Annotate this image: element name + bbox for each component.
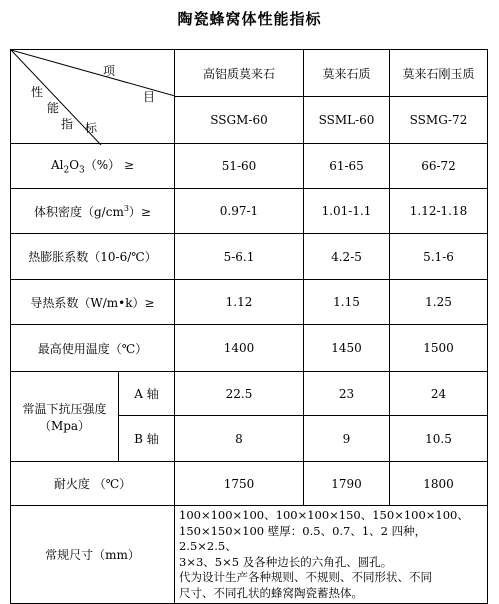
code-1: SSGM-60	[175, 97, 304, 144]
col-header-3: 莫来石刚玉质	[390, 50, 488, 97]
cell-density-1: 0.97-1	[175, 189, 304, 234]
col-header-1: 高铝质莫来石	[175, 50, 304, 97]
row-label-conductivity: 导热系数（W/m•k）≥	[11, 280, 175, 325]
diag-label-xing: 性	[31, 85, 44, 99]
cell-al2o3-1: 51-60	[175, 144, 304, 189]
cell-expansion-3: 5.1-6	[390, 234, 488, 280]
cell-strength-a-3: 24	[390, 372, 488, 416]
cell-refractoriness-1: 1750	[175, 462, 304, 506]
diagonal-header-cell	[11, 50, 175, 144]
diag-label-neng: 能	[47, 101, 60, 115]
cell-max-temp-3: 1500	[390, 325, 488, 372]
sizes-note: 100×100×100、100×100×150、150×100×100、 150×150×100 壁厚：0.5、0.7、1、2 四种，2.5×2.5、 3×3、5×5 及各种边长的六角孔、圆孔。 代为设计生产各种规则、不规则、不同形状、不同 尺寸、不同孔状的蜂窝陶瓷蓄热体。	[175, 506, 488, 604]
cell-strength-a-2: 23	[304, 372, 390, 416]
row-label-refractoriness: 耐火度 （℃）	[11, 462, 175, 506]
cell-al2o3-2: 61-65	[304, 144, 390, 189]
diag-label-xiang: 项	[103, 64, 116, 78]
row-label-density: 体积密度$(g/cm^3)\ge$	[11, 189, 175, 234]
axis-b-label: B 轴	[119, 416, 175, 462]
diag-label-zhi: 指	[61, 117, 74, 131]
cell-refractoriness-3: 1800	[390, 462, 488, 506]
cell-strength-b-1: 8	[175, 416, 304, 462]
cell-max-temp-1: 1400	[175, 325, 304, 372]
cell-expansion-1: 5-6.1	[175, 234, 304, 280]
row-label-max-temp: 最高使用温度（℃）	[11, 325, 175, 372]
cell-refractoriness-2: 1790	[304, 462, 390, 506]
code-2: SSML-60	[304, 97, 390, 144]
cell-strength-a-1: 22.5	[175, 372, 304, 416]
cell-expansion-2: 4.2-5	[304, 234, 390, 280]
axis-a-label: A 轴	[119, 372, 175, 416]
row-label-al2o3: $Al_2O_3(\%)$ ≥	[11, 144, 175, 189]
row-label-sizes: 常规尺寸（mm）	[11, 506, 175, 604]
spec-table	[10, 49, 488, 604]
cell-max-temp-2: 1450	[304, 325, 390, 372]
cell-strength-b-3: 10.5	[390, 416, 488, 462]
page-title: 陶瓷蜂窝体性能指标	[177, 10, 322, 28]
col-header-2: 莫来石质	[304, 50, 390, 97]
cell-conductivity-1: 1.12	[175, 280, 304, 325]
row-label-strength: 常温下抗压强度 （Mpa）	[11, 372, 119, 462]
cell-al2o3-3: 66-72	[390, 144, 488, 189]
cell-strength-b-2: 9	[304, 416, 390, 462]
code-3: SSMG-72	[390, 97, 488, 144]
diag-label-mu: 目	[143, 90, 156, 104]
cell-density-3: 1.12-1.18	[390, 189, 488, 234]
cell-conductivity-3: 1.25	[390, 280, 488, 325]
cell-density-2: 1.01-1.1	[304, 189, 390, 234]
cell-conductivity-2: 1.15	[304, 280, 390, 325]
row-label-expansion: 热膨胀系数（10-6/℃）	[11, 234, 175, 280]
diag-label-biao: 标	[85, 121, 98, 135]
